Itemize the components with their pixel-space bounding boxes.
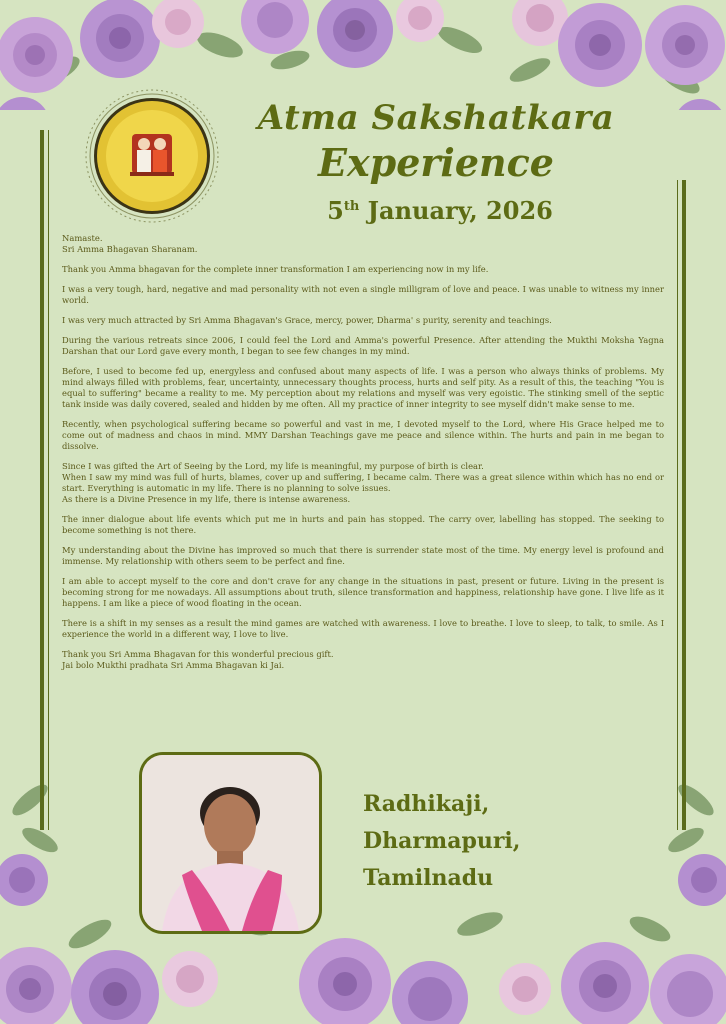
author-state: Tamilnadu bbox=[363, 865, 494, 891]
paragraph: There is a shift in my senses as a result the mind games are watched with awareness. I love to breathe. I love to sleep, to talk, to smile. As I experience the world in a different way, I love to live. bbox=[62, 618, 664, 639]
frame-line-right bbox=[682, 180, 686, 830]
paragraph: Recently, when psychological suffering became so powerful and vast in me, I devoted myself to the Lord, where His Grace helped me to come out of madness and chaos in mind. MMY Darshan Teachings gave me peace and silence within. The hurts and pain in me began to dissolve. bbox=[62, 419, 664, 451]
deity-medallion bbox=[82, 86, 222, 226]
paragraph: Thank you Amma bhagavan for the complete inner transformation I am experiencing now in my life. bbox=[62, 264, 489, 274]
date-month-year: January, 2026 bbox=[359, 196, 553, 225]
author-portrait bbox=[142, 755, 319, 931]
frame-line-right-inner bbox=[677, 180, 678, 830]
author-name: Radhikaji, bbox=[363, 791, 490, 817]
letter-body bbox=[62, 233, 664, 680]
author-photo bbox=[139, 752, 322, 934]
author-city: Dharmapuri, bbox=[363, 828, 521, 854]
date bbox=[260, 196, 620, 225]
paragraph: I was very much attracted by Sri Amma Bhagavan's Grace, mercy, power, Dharma' s purity, serenity and teachings. bbox=[62, 315, 552, 325]
date-day: 5 bbox=[327, 196, 344, 225]
frame-line-left bbox=[40, 130, 44, 830]
paragraph: I was a very tough, hard, negative and mad personality with not even a single milligram of love and peace. I was unable to witness my inner world. bbox=[62, 284, 664, 305]
paragraph: Thank you Sri Amma Bhagavan for this wonderful precious gift. Jai bolo Mukthi pradhata Sri Amma Bhagavan ki Jai. bbox=[62, 649, 334, 670]
floral-border-left bbox=[0, 770, 70, 910]
paragraph: Namaste. Sri Amma Bhagavan Sharanam. bbox=[62, 233, 198, 254]
paragraph: Since I was gifted the Art of Seeing by the Lord, my life is meaningful, my purpose of birth is clear. When I saw my mind was full of hurts, blames, cover up and suffering, I became calm. There was a great silence within which has no end or start. Everything is automatic in my life. There is no planning to solve issues. As there is a Divine Presence in my life, there is intense awareness. bbox=[62, 461, 664, 504]
paragraph: During the various retreats since 2006, I could feel the Lord and Amma's powerful Presence. After attending the Mukthi Moksha Yagna Darshan that our Lord gave every month, I began to see few changes in my mind. bbox=[62, 335, 664, 356]
floral-border-right bbox=[656, 770, 726, 910]
page-title: Atma Sakshatkara bbox=[257, 98, 615, 138]
page-subtitle: Experience bbox=[318, 140, 554, 185]
paragraph: Before, I used to become fed up, energyless and confused about many aspects of life. I was a person who always thinks of problems. My mind always filled with problems, fear, uncertainty, unnecessary thoughts process, hurts and self pity. As a result of this, the teaching "You is equal to suffering" became a reality to me. My perception about my relations and myself was very egoistic. The stinking smell of the septic tank inside was daily covered, sealed and hidden by me often. All my practice of inner integrity to see myself didn't make sense to me. bbox=[62, 366, 664, 409]
author-signature bbox=[363, 786, 603, 897]
deity-image bbox=[130, 134, 174, 176]
paragraph: My understanding about the Divine has improved so much that there is surrender state most of the time. My energy level is profound and immense. My relationship with others seem to be perfect and fine. bbox=[62, 545, 664, 566]
frame-line-left-inner bbox=[48, 130, 49, 830]
date-suffix: th bbox=[343, 199, 360, 214]
paragraph: I am able to accept myself to the core and don't crave for any change in the situations in past, present or future. Living in the present is becoming strong for me nowadays. All assumptions about truth, silence transformation and happiness, relationship have gone. I live life as it happens. I am like a piece of wood floating in the ocean. bbox=[62, 576, 664, 608]
floral-border-bottom bbox=[0, 894, 726, 1024]
paragraph: The inner dialogue about life events which put me in hurts and pain has stopped. The carry over, labelling has stopped. The seeking to become something is not there. bbox=[62, 514, 664, 535]
